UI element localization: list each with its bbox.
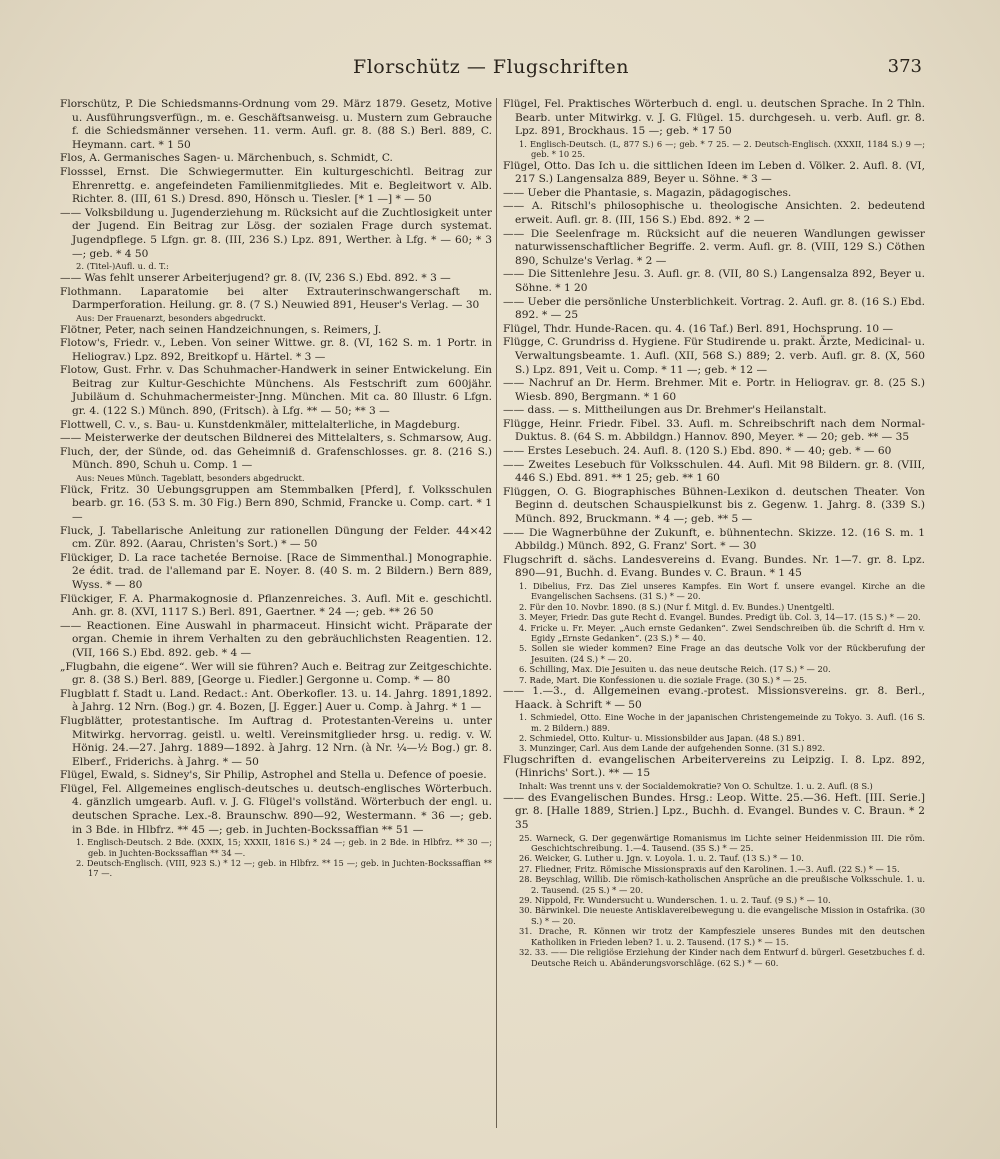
bibliography-entry: —— Was fehlt unserer Arbeiterjugend? gr. 8. (IV, 236 S.) Ebd. 892. * 3 — <box>60 271 451 284</box>
bibliography-entry: Flotow's, Friedr. v., Leben. Von seiner Wittwe. gr. 8. (VI, 162 S. m. 1 Portr. in Heliograv.) Lpz. 892, Breitkopf u. Härtel. * 3 — <box>60 337 492 363</box>
bibliography-entry: Flötner, Peter, nach seinen Handzeichnungen, s. Reimers, J. <box>60 323 382 336</box>
bibliography-entry: Flügel, Ewald, s. Sidney's, Sir Philip, Astrophel and Stella u. Defence of poesie. <box>60 769 487 782</box>
bibliography-entry: Fluck, J. Tabellarische Anleitung zur rationellen Düngung der Felder. 44×42 cm. Zür. 892. (Aarau, Christen's Sort.) * — 50 <box>60 524 492 551</box>
page-title: Florschütz — Flugschriften <box>353 56 629 78</box>
sub-entry-note: 7. Rade, Mart. Die Konfessionen u. die soziale Frage. (30 S.) * — 25. <box>519 674 807 685</box>
right-column <box>503 98 925 1138</box>
bibliography-entry: Fluch, der, der Sünde, od. das Geheimniß d. Grafenschlosses. gr. 8. (216 S.) Münch. 890, Schuh u. Comp. 1 — <box>60 445 492 472</box>
sub-entry-note: 25. Warneck, G. Der gegenwärtige Romanismus im Lichte seiner Heidenmission III. Die röm. Geschichtschreibung. 1.—4. Tausend. (35 S.) * — 25. <box>519 832 925 854</box>
bibliography-entry: Flückiger, D. La race tachetée Bernoise. [Race de Simmenthal.] Monographie. 2e édit. trad. de l'allemand par E. Noyer. 8. (40 S. m. 2 Bildern.) Bern 889, Wyss. * — 80 <box>60 551 492 591</box>
bibliography-entry: Flügel, Otto. Das Ich u. die sittlichen Ideen im Leben d. Völker. 2. Aufl. 8. (VI, 217 S.) Langensalza 889, Beyer u. Söhne. * 3 — <box>503 159 925 186</box>
sub-entry-note: 3. Munzinger, Carl. Aus dem Lande der aufgehenden Sonne. (31 S.) 892. <box>519 743 826 754</box>
sub-entry-note: 27. Fliedner, Fritz. Römische Missionspraxis auf den Karolinen. 1.—3. Aufl. (22 S.) * — 15. <box>519 863 900 874</box>
entry-note: Aus: Der Frauenarzt, besonders abgedruckt. <box>76 312 266 323</box>
sub-entry-note: 3. Meyer, Friedr. Das gute Recht d. Evangel. Bundes. Predigt üb. Col. 3, 14—17. (15 S.) * — 20. <box>519 612 921 623</box>
bibliography-entry: Flügel, Fel. Allgemeines englisch-deutsches u. deutsch-englisches Wörterbuch. 4. gänzlich umgearb. Aufl. v. J. G. Flügel's vollständ. Wörterbuch der engl. u. deutschen Sprache. Lex.-8. Braunschw. 890—92, Westermann. * 36 —; geb. in 3 Bde. in Hlbfrz. ** 45 —; geb. in Juchten-Bockssaffian ** 51 — <box>60 782 492 836</box>
bibliography-entry: Flosssel, Ernst. Die Schwiegermutter. Ein kulturgeschichtl. Beitrag zur Ehrenrettg. e. angefeindeten Familienmitgliedes. Mit e. Begleitwort v. Alb. Richter. 8. (III, 61 S.) Dresd. 890, Hönsch u. Tiesler. [* 1 —] * — 50 <box>60 165 492 206</box>
bibliography-entry: —— 1.—3., d. Allgemeinen evang.-protest. Missionsvereins. gr. 8. Berl., Haack. à Schrift * — 50 <box>503 685 925 711</box>
column-divider <box>496 98 497 1128</box>
sub-entry-note: 1. Dibelius, Frz. Das Ziel unseres Kampfes. Ein Wort f. unsere evangel. Kirche an die Evangelischen Sachsens. (31 S.) * — 20. <box>519 581 925 602</box>
sub-entry-note: 32. 33. —— Die religiöse Erziehung der Kinder nach dem Entwurf d. bürgerl. Gesetzbuches f. d. Deutsche Reich u. Abänderungsvorschläge. (62 S.) * — 60. <box>519 947 925 968</box>
bibliography-entry: —— Ueber die persönliche Unsterblichkeit. Vortrag. 2. Aufl. gr. 8. (16 S.) Ebd. 892. * — 25 <box>503 295 925 322</box>
sub-entry-note: 1. Englisch-Deutsch. 2 Bde. (XXIX, 15; XXXII, 1816 S.) * 24 —; geb. in 2 Bde. in Hlbfrz. ** 30 —; geb. in Juchten-Bockssaffian ** 34 —. <box>76 837 492 858</box>
bibliography-entry: Flugschriften d. evangelischen Arbeitervereins zu Leipzig. I. 8. Lpz. 892, (Hinrichs' Sort.). ** — 15 <box>503 753 925 780</box>
left-column <box>60 98 492 1138</box>
sub-entry-note: 30. Bärwinkel. Die neueste Antisklavereibewegung u. die evangelische Mission in Ostafrika. (30 S.) * — 20. <box>519 905 925 926</box>
bibliography-entry: Flothmann. Laparatomie bei alter Extrauterinschwangerschaft m. Darmperforation. Heilung. gr. 8. (7 S.) Neuwied 891, Heuser's Verlag. — 30 <box>60 285 492 312</box>
sub-entry-note: 1. Englisch-Deutsch. (L, 877 S.) 6 —; geb. * 7 25. — 2. Deutsch-Englisch. (XXXII, 1184 S.) 9 —; geb. * 10 25. <box>519 138 925 160</box>
sub-entry-note: 6. Schilling, Max. Die Jesuiten u. das neue deutsche Reich. (17 S.) * — 20. <box>519 664 831 675</box>
bibliography-entry: Flück, Fritz. 30 Uebungsgruppen am Stemmbalken [Pferd], f. Volksschulen bearb. gr. 16. (53 S. m. 30 Fig.) Bern 890, Schmid, Francke u. Comp. cart. * 1 — <box>60 483 492 524</box>
bibliography-entry: Flugblatt f. Stadt u. Land. Redact.: Ant. Oberkofler. 13. u. 14. Jahrg. 1891,1892. à Jahrg. 12 Nrn. (Bog.) gr. 4. Bozen, [J. Egger.] Auer u. Comp. à Jahrg. * 1 — <box>60 687 492 714</box>
bibliography-entry: Flügge, Heinr. Friedr. Fibel. 33. Aufl. m. Schreibschrift nach dem Normal-Duktus. 8. (64 S. m. Abbildgn.) Hannov. 890, Meyer. * — 20; geb. ** — 35 <box>503 417 925 444</box>
bibliography-entry: —— dass. — s. Mittheilungen aus Dr. Brehmer's Heilanstalt. <box>503 404 827 417</box>
bibliography-entry: —— A. Ritschl's philosophische u. theologische Ansichten. 2. bedeutend erweit. Aufl. gr. 8. (III, 156 S.) Ebd. 892. * 2 — <box>503 200 925 226</box>
bibliography-entry: Flügge, C. Grundriss d. Hygiene. Für Studirende u. prakt. Ärzte, Medicinal- u. Verwaltungsbeamte. 1. Aufl. (XII, 568 S.) 889; 2. verb. Aufl. gr. 8. (X, 560 S.) Lpz. 891, Veit u. Comp. * 11 —; geb. * 12 — <box>503 336 925 376</box>
bibliography-entry: Flüggen, O. G. Biographisches Bühnen-Lexikon d. deutschen Theater. Von Beginn d. deutschen Schauspielkunst bis z. Gegenw. 1. Jahrg. 8. (339 S.) Münch. 892, Bruckmann. * 4 —; geb. ** 5 — <box>503 485 925 526</box>
sub-entry-note: 2. Deutsch-Englisch. (VIII, 923 S.) * 12 —; geb. in Hlbfrz. ** 15 —; geb. in Juchten-Bockssaffian ** 17 —. <box>76 858 492 879</box>
bibliography-entry: Flügel, Fel. Praktisches Wörterbuch d. engl. u. deutschen Sprache. In 2 Thln. Bearb. unter Mitwirkg. v. J. G. Flügel. 15. durchgeseh. u. verb. Aufl. gr. 8. Lpz. 891, Brockhaus. 15 —; geb. * 17 50 <box>503 98 925 138</box>
bibliography-entry: Flotow, Gust. Frhr. v. Das Schuhmacher-Handwerk in seiner Entwickelung. Ein Beitrag zur Kultur-Geschichte Münchens. Als Festschrift zum 600jähr. Jubiläum d. Schuhmachermeister-Jnng. München. Mit ca. 80 Illustr. 6 Lfgn. gr. 4. (122 S.) Münch. 890, (Fritsch). à Lfg. ** — 50; ** 3 — <box>60 364 492 418</box>
sub-entry-note: 5. Sollen sie wieder kommen? Eine Frage an das deutsche Volk vor der Rückberufung der Jesuiten. (24 S.) * — 20. <box>519 643 925 664</box>
bibliography-entry: —— Erstes Lesebuch. 24. Aufl. 8. (120 S.) Ebd. 890. * — 40; geb. * — 60 <box>503 445 892 458</box>
sub-entry-note: 31. Drache, R. Können wir trotz der Kampfesziele unseres Bundes mit den deutschen Katholiken in Frieden leben? 1. u. 2. Tausend. (17 S.) * — 15. <box>519 926 925 947</box>
running-header <box>60 56 922 86</box>
bibliography-entry: —— Die Seelenfrage m. Rücksicht auf die neueren Wandlungen gewisser naturwissenschaftlicher Begriffe. 2. verm. Aufl. gr. 8. (VIII, 129 S.) Cöthen 890, Schulze's Verlag. * 2 — <box>503 227 925 267</box>
bibliography-entry: —— Volksbildung u. Jugenderziehung m. Rücksicht auf die Zuchtlosigkeit unter der Jugend. Ein Beitrag zur Lösg. der sozialen Frage durch systemat. Jugendpflege. 5 Lfgn. gr. 8. (III, 236 S.) Lpz. 891, Werther. à Lfg. * — 60; * 3 —; geb. * 4 50 <box>60 206 492 260</box>
bibliography-entry: Florschütz, P. Die Schiedsmanns-Ordnung vom 29. März 1879. Gesetz, Motive u. Ausführungsverfügn., m. e. Geschäftsanweisg. u. Mustern zum Gebrauche f. die Schiedsmänner versehen. 11. verm. Aufl. gr. 8. (88 S.) Berl. 889, C. Heymann. cart. * 1 50 <box>60 98 492 151</box>
entry-note: 2. (Titel-)Aufl. u. d. T.: <box>76 261 169 272</box>
bibliography-entry: Flügel, Thdr. Hunde-Racen. qu. 4. (16 Taf.) Berl. 891, Hochsprung. 10 — <box>503 322 894 335</box>
bibliography-entry: —— Zweites Lesebuch für Volksschulen. 44. Aufl. Mit 98 Bildern. gr. 8. (VIII, 446 S.) Ebd. 891. ** 1 25; geb. ** 1 60 <box>503 458 925 485</box>
bibliography-entry: —— Ueber die Phantasie, s. Magazin, pädagogisches. <box>503 186 792 199</box>
sub-entry-note: 26. Weicker, G. Luther u. Jgn. v. Loyola. 1. u. 2. Tauf. (13 S.) * — 10. <box>519 853 804 864</box>
bibliography-entry: Flos, A. Germanisches Sagen- u. Märchenbuch, s. Schmidt, C. <box>60 152 393 165</box>
sub-entry-note: 1. Schmiedel, Otto. Eine Woche in der japanischen Christengemeinde zu Tokyo. 3. Aufl. (16 S. m. 2 Bildern.) 889. <box>519 712 925 733</box>
entry-note: Inhalt: Was trennt uns v. der Socialdemokratie? Von O. Schultze. 1. u. 2. Aufl. (8 S.) <box>519 781 873 792</box>
sub-entry-note: 29. Nippold, Fr. Wundersucht u. Wunderschen. 1. u. 2. Tauf. (9 S.) * — 10. <box>519 895 831 906</box>
sub-entry-note: 28. Beyschlag, Willib. Die römisch-katholischen Ansprüche an die preußische Volksschule. 1. u. 2. Tausend. (25 S.) * — 20. <box>519 874 925 895</box>
entry-note: Aus: Neues Münch. Tageblatt, besonders abgedruckt. <box>76 473 305 484</box>
sub-entry-note: 2. Für den 10. Novbr. 1890. (8 S.) (Nur f. Mitgl. d. Ev. Bundes.) Unentgeltl. <box>519 601 835 612</box>
bibliography-entry: Flottwell, C. v., s. Bau- u. Kunstdenkmäler, mittelalterliche, in Magdeburg. <box>60 418 461 431</box>
bibliography-entry: —— Meisterwerke der deutschen Bildnerei des Mittelalters, s. Schmarsow, Aug. <box>60 432 492 445</box>
bibliography-entry: Flugschrift d. sächs. Landesvereins d. Evang. Bundes. Nr. 1—7. gr. 8. Lpz. 890—91, Buchh. d. Evang. Bundes v. C. Braun. * 1 45 <box>503 553 925 580</box>
bibliography-entry: —— Die Wagnerbühne der Zukunft, e. bühnentechn. Skizze. 12. (16 S. m. 1 Abbildg.) Münch. 892, G. Franz' Sort. * — 30 <box>503 526 925 553</box>
bibliography-entry: Flugblätter, protestantische. Im Auftrag d. Protestanten-Vereins u. unter Mitwirkg. hervorrag. geistl. u. weltl. Vereinsmitglieder hrsg. u. redig. v. W. Hönig. 24.—27. Jahrg. 1889—1892. à Jahrg. 12 Nrn. (à Nr. ¼—½ Bog.) gr. 8. Elberf., Friderichs. à Jahrg. * — 50 <box>60 714 492 768</box>
sub-entry-note: 4. Fricke u. Fr. Meyer. „Auch ernste Gedanken“. Zwei Sendschreiben üb. die Schrift d. Hrn v. Egidy „Ernste Gedanken“. (23 S.) * — 40. <box>519 622 925 644</box>
page-number: 373 <box>887 56 922 77</box>
bibliography-entry: —— Nachruf an Dr. Herm. Brehmer. Mit e. Portr. in Heliograv. gr. 8. (25 S.) Wiesb. 890, Bergmann. * 1 60 <box>503 377 925 403</box>
bibliography-entry: —— Die Sittenlehre Jesu. 3. Aufl. gr. 8. (VII, 80 S.) Langensalza 892, Beyer u. Söhne. * 1 20 <box>503 268 925 294</box>
sub-entry-note: 2. Schmiedel, Otto. Kultur- u. Missionsbilder aus Japan. (48 S.) 891. <box>519 733 805 744</box>
bibliography-entry: Flückiger, F. A. Pharmakognosie d. Pflanzenreiches. 3. Aufl. Mit e. geschichtl. Anh. gr. 8. (XVI, 1117 S.) Berl. 891, Gaertner. * 24 —; geb. ** 26 50 <box>60 592 492 619</box>
bibliography-entry: „Flugbahn, die eigene“. Wer will sie führen? Auch e. Beitrag zur Zeitgeschichte. gr. 8. (38 S.) Berl. 889, [George u. Fiedler.] Gergonne u. Comp. * — 80 <box>60 660 492 687</box>
bibliography-entry: —— des Evangelischen Bundes. Hrsg.: Leop. Witte. 25.—36. Heft. [III. Serie.] gr. 8. [Halle 1889, Strien.] Lpz., Buchh. d. Evangel. Bundes v. C. Braun. * 2 35 <box>503 791 925 832</box>
bibliography-entry: —— Reactionen. Eine Auswahl in pharmaceut. Hinsicht wicht. Präparate der organ. Chemie in ihrem Verhalten zu den gebräuchlichsten Reagentien. 12. (VII, 166 S.) Ebd. 892. geb. * 4 — <box>60 619 492 659</box>
